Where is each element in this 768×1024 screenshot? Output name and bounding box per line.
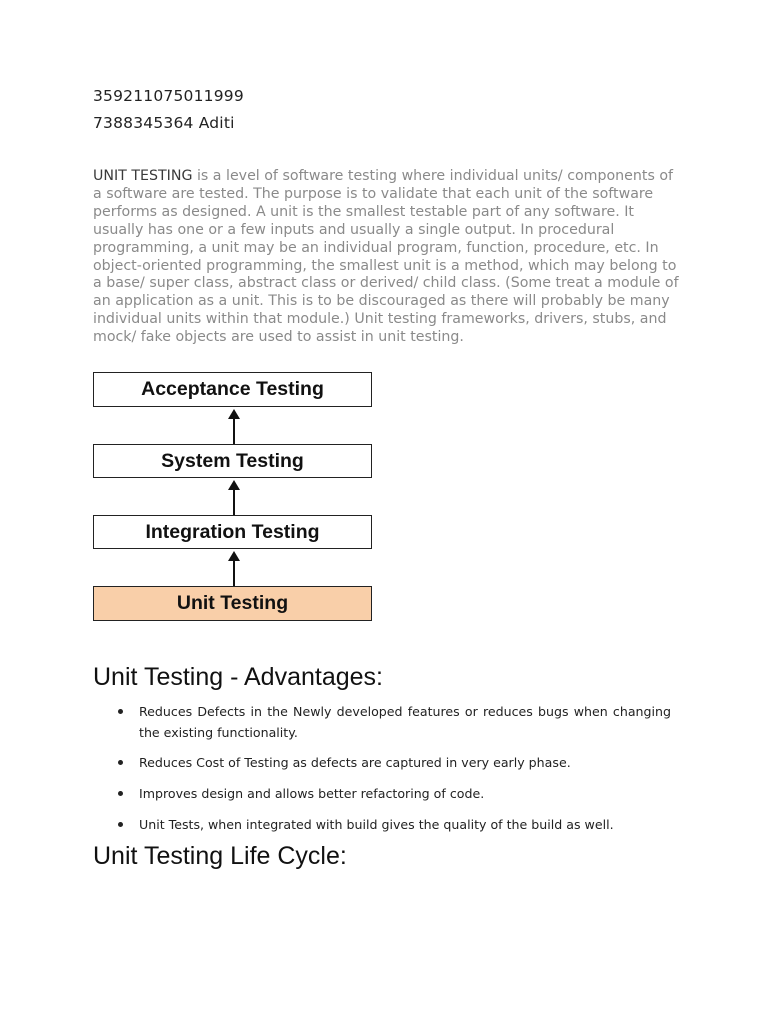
- header-number: 359211075011999: [93, 87, 244, 105]
- arrow-up-icon: [233, 411, 235, 444]
- intro-lead: UNIT TESTING: [93, 168, 193, 184]
- list-item-text: Improves design and allows better refactoring of code.: [139, 786, 485, 801]
- list-item-text: Reduces Defects in the Newly developed features or reduces bugs when changing the existing functionality.: [139, 704, 671, 740]
- header-contact: 7388345364 Aditi: [93, 114, 235, 132]
- arrow-up-icon: [233, 482, 235, 515]
- testing-levels-diagram: [93, 372, 374, 622]
- bullet-icon: [118, 760, 123, 765]
- list-item: [118, 701, 671, 743]
- bullet-icon: [118, 709, 123, 714]
- system-testing-box: System Testing: [93, 444, 372, 478]
- arrow-up-icon: [233, 553, 235, 586]
- list-item: [118, 783, 671, 804]
- advantages-heading: Unit Testing - Advantages:: [93, 663, 383, 691]
- list-item: [118, 752, 671, 773]
- unit-testing-box: Unit Testing: [93, 586, 372, 621]
- list-item-text: Reduces Cost of Testing as defects are captured in very early phase.: [139, 755, 571, 770]
- list-item: [118, 814, 671, 835]
- integration-testing-box: Integration Testing: [93, 515, 372, 549]
- bullet-icon: [118, 791, 123, 796]
- acceptance-testing-box: Acceptance Testing: [93, 372, 372, 407]
- intro-body: is a level of software testing where individual units/ components of a software are tested. The purpose is to validate that each unit of the software performs as designed. A unit is the smallest testable part of any software. It usually has one or a few inputs and usually a single output. In procedural programming, a unit may be an individual program, function, procedure, etc. In object-oriented programming, the smallest unit is a method, which may belong to a base/ super class, abstract class or derived/ child class. (Some treat a module of an application as a unit. This is to be discouraged as there will probably be many individual units within that module.) Unit testing frameworks, drivers, stubs, and mock/ fake objects are used to assist in unit testing.: [93, 168, 679, 346]
- list-item-text: Unit Tests, when integrated with build gives the quality of the build as well.: [139, 817, 614, 832]
- bullet-icon: [118, 822, 123, 827]
- advantages-list: [118, 701, 671, 835]
- life-cycle-heading: Unit Testing Life Cycle:: [93, 842, 347, 870]
- intro-paragraph: [93, 168, 683, 347]
